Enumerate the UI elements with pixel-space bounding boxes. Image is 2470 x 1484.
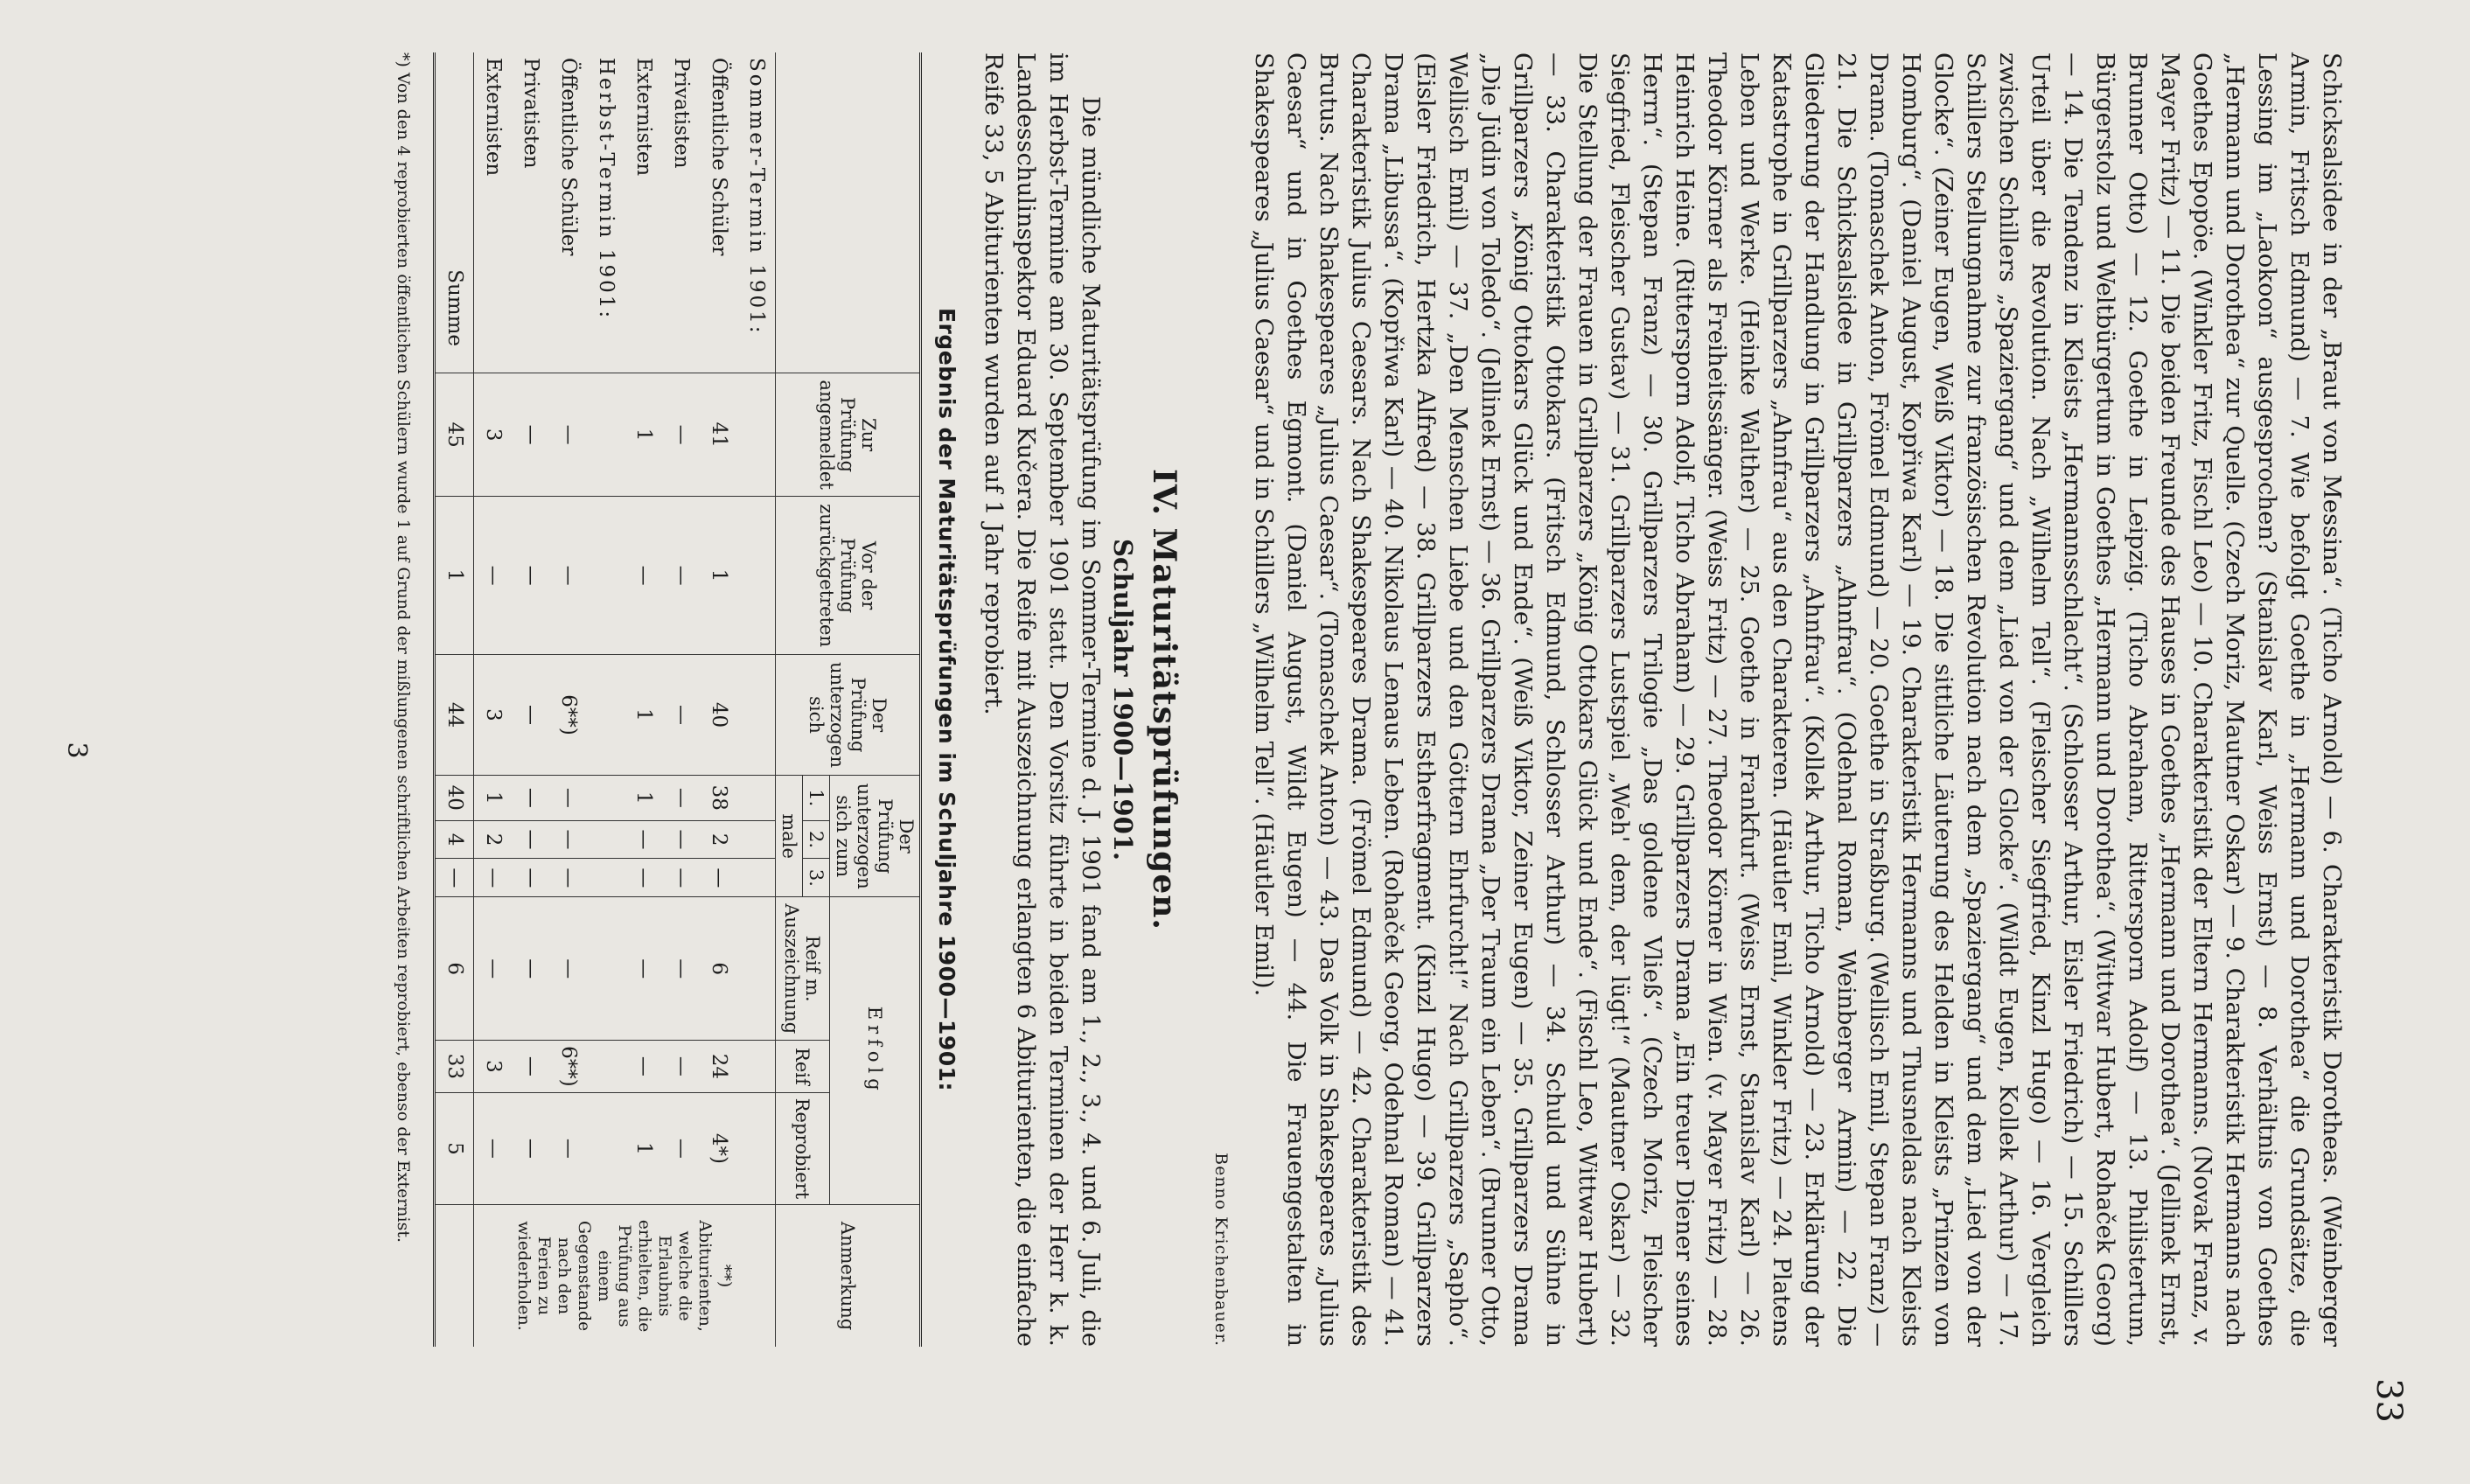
table-row [662, 52, 700, 1347]
cell: — [549, 820, 587, 859]
sum-cell: 40 [435, 776, 474, 821]
cell: 1 [624, 654, 662, 775]
cell: 6 [700, 897, 737, 1041]
cell: — [662, 859, 700, 897]
cell: — [512, 820, 549, 859]
cell: — [549, 497, 587, 655]
cell: — [624, 1041, 662, 1093]
cell: 1 [624, 776, 662, 821]
cell: 24 [700, 1041, 737, 1093]
header-angemeldet: Zur Prüfung angemeldet [776, 373, 921, 497]
cell: 6**) [549, 654, 587, 775]
cell: 40 [700, 654, 737, 775]
sum-cell: 33 [435, 1041, 474, 1093]
row-label: Externisten [482, 58, 505, 177]
cell: — [512, 897, 549, 1041]
cell: 3 [474, 1041, 513, 1093]
bottom-page-mark: 3 [61, 742, 92, 759]
cell: — [662, 1041, 700, 1093]
group-title-row [737, 52, 776, 1347]
sum-cell: 4 [435, 820, 474, 859]
table-row [624, 52, 662, 1347]
sum-label: Summe [435, 52, 474, 373]
header-erfolg: Erfolg [830, 897, 921, 1205]
page-body [393, 52, 2348, 1347]
table-row [700, 52, 737, 1347]
cell: — [700, 859, 737, 897]
header-male-1: 1. [803, 776, 830, 821]
page-number: 33 [2369, 1378, 2409, 1423]
cell: — [662, 654, 700, 775]
table-header-row [830, 52, 921, 1347]
sum-cell: 5 [435, 1092, 474, 1204]
cell: — [512, 776, 549, 821]
cell: 3 [474, 373, 513, 497]
row-label: Externisten [632, 58, 655, 177]
cell: — [474, 1092, 513, 1204]
cell: — [512, 859, 549, 897]
section-paragraph: Die mündliche Maturitätsprüfung im Sommer-Termine d. J. 1901 fand am 1., 2., 3., 4. und 6. Juli, die im Herbst-Termine am 30. September 1901 statt. Den Vorsitz führte in beiden Terminen der Herr k. k. Landesschulinspektor Eduard Kučera. Die Reife mit Auszeichnung erlangten 6 Abiturienten, die einfache Reife 33, 5 Abiturienten wurden auf 1 Jahr reprobiert. [980, 52, 1105, 1347]
cell: — [662, 776, 700, 821]
cell: — [474, 859, 513, 897]
cell: 3 [474, 654, 513, 775]
header-zum-male: Der Prüfung unterzogen sich zum [830, 776, 921, 897]
header-reprobiert: Reprobiert [776, 1092, 830, 1204]
cell: 6**) [549, 1041, 587, 1093]
cell: — [512, 497, 549, 655]
cell: — [624, 897, 662, 1041]
group-title-sommer: Sommer-Termin 1901: [745, 58, 768, 336]
sum-cell: 6 [435, 897, 474, 1041]
cell: — [549, 859, 587, 897]
cell: — [624, 820, 662, 859]
cell: 41 [700, 373, 737, 497]
cell: — [624, 859, 662, 897]
header-anmerkung: Anmerkung [776, 1205, 921, 1347]
cell: — [662, 497, 700, 655]
cell: 2 [700, 820, 737, 859]
table-row [474, 52, 513, 1347]
group-title-herbst: Herbst-Termin 1901: [595, 58, 618, 321]
header-unterzogen: Der Prüfung unterzogen sich [776, 654, 921, 775]
cell: — [474, 497, 513, 655]
cell: — [512, 1092, 549, 1204]
essay-topics-paragraph: Schicksalsidee in der „Braut von Messina“. (Ticho Arnold) — 6. Charakteristik Dorotheas. (Weinberger Armin, Fritsch Edmund) — 7. Wie befolgt Goethe in „Hermann und Dorothea“ die Grundsätze, die Lessing im „Laokoon“ ausgesprochen? (Stanislav Karl, Weiss Ernst) — 8. Verhältnis von Goethes „Hermann und Dorothea“ zur Quelle. (Czech Moriz, Mautner Oskar) — 9. Charakteristik Hermanns nach Goethes Epopöe. (Winkler Fritz, Fischl Leo) — 10. Charakteristik der Eltern Hermanns. (Novak Franz, v. Mayer Fritz) — 11. Die beiden Freunde des Hauses in Goethes „Hermann und Dorothea“. (Jellinek Ernst, Brunner Otto) — 12. Goethe in Leipzig. (Ticho Abraham, Rittersporn Adolf) — 13. Philistertum, Bürgerstolz und Weltbürgertum in Goethes „Hermann und Dorothea“. (Wittwar Hubert, Rohaček Georg) — 14. Die Tendenz in Kleists „Hermannsschlacht“. (Schlosser Arthur, Eisler Friedrich) — 15. Schillers Urteil über die Revolution. Nach „Wilhelm Tell“. (Fleischer Siegfried, Kinzl Hugo) — 16. Vergleich zwischen Schillers „Spaziergang“ und dem „Lied von der Glocke“. (Wildt Eugen, Kollek Arthur) — 17. Schillers Stellungnahme zur französischen Revolution nach dem „Spaziergang“ und dem „Lied von der Glocke“. (Zeiner Eugen, Weiß Viktor) — 18. Die sittliche Läuterung des Helden in Kleists „Prinzen von Homburg“. (Daniel August, Kopřiwa Karl) — 19. Charakteristik Hermanns und Thusneldas nach Kleists Drama. (Tomaschek Anton, Frömel Edmund) — 20. Goethe in Straßburg. (Wellisch Emil, Stepan Franz) — 21. Die Schicksalsidee in Grillparzers „Ahnfrau“. (Odehnal Roman, Weinberger Armin) — 22. Die Gliederung der Handlung in Grillparzers „Ahnfrau“. (Kollek Arthur, Ticho Arnold) — 23. Erklärung der Katastrophe in Grillparzers „Ahnfrau“ aus den Charakteren. (Häutler Emil, Winkler Fritz) — 24. Platens Leben und Werke. (Heinke Walther) — 25. Goethe in Frankfurt. (Weiss Ernst, Stanislav Karl) — 26. Theodor Körner als Freiheitssänger. (Weiss Fritz) — 27. Theodor Körner in Wien. (v. Mayer Fritz) — 28. Heinrich Heine. (Rittersporn Adolf, Ticho Abraham) — 29. Grillparzers Drama „Ein treuer Diener seines Herrn“. (Stepan Franz) — 30. Grillparzers Trilogie „Das goldene Vließ“. (Czech Moriz, Fleischer Siegfried, Fleischer Gustav) — 31. Grillparzers Lustspiel „Weh' dem, der lügt!“ (Mautner Oskar) — 32. Die Stellung der Frauen in Grillparzers „König Ottokars Glück und Ende“. (Fischl Leo, Wittwar Hubert) — 33. Charakteristik Ottokars. (Fritsch Edmund, Schlosser Arthur) — 34. Schuld und Sühne in Grillparzers „König Ottokars Glück und Ende“. (Weiß Viktor, Zeiner Eugen) — 35. Grillparzers Drama „Die Jüdin von Toledo“. (Jellinek Ernst) — 36. Grillparzers Drama „Der Traum ein Leben“. (Brunner Otto, Wellisch Emil) — 37. „Den Menschen Liebe und den Göttern Ehrfurcht!“ Nach Grillparzers „Sapho“. (Eisler Friedrich, Hertzka Alfred) — 38. Grillparzers Estherfragment. (Kinzl Hugo) — 39. Grillparzers Drama „Libussa“. (Kopřiwa Karl) — 40. Nikolaus Lenaus Leben. (Rohaček Georg, Odehnal Roman) — 41. Charakteristik Julius Caesars. Nach Shakespeares Drama. (Frömel Edmund) — 42. Charakteristik des Brutus. Nach Shakespeares „Julius Caesar“. (Tomaschek Anton) — 43. Das Volk in Shakespeares „Julius Caesar“ und in Goethes Egmont. (Daniel August, Wildt Eugen) — 44. Die Frauengestalten in Shakespeares „Julius Caesar“ und in Schillers „Wilhelm Tell“. (Häutler Emil). [1250, 52, 2346, 1347]
cell: — [474, 897, 513, 1041]
table-row [512, 52, 549, 1347]
table-row [549, 52, 587, 1347]
cell: — [624, 497, 662, 655]
footnote: *) Von den 4 reprobierten öffentlichen Schülern wurde 1 auf Grund der mißlungenen schriftlichen Arbeiten reprobiert, ebenso der Externist. [394, 52, 413, 1244]
row-label: Privatisten [670, 58, 693, 169]
group-title-row [587, 52, 624, 1347]
cell: 2 [474, 820, 513, 859]
header-male: male [776, 776, 803, 897]
cell: 1 [474, 776, 513, 821]
cell: 38 [700, 776, 737, 821]
sum-cell: 44 [435, 654, 474, 775]
section-subtitle: Schuljahr 1900—1901. [1108, 538, 1138, 861]
cell: 4*) [700, 1092, 737, 1204]
header-zurueckgetreten: Vor der Prüfung zurückgetreten [776, 497, 921, 655]
cell: — [549, 373, 587, 497]
cell: — [512, 654, 549, 775]
cell: — [662, 897, 700, 1041]
sum-cell: 45 [435, 373, 474, 497]
cell: — [549, 897, 587, 1041]
sum-cell: — [435, 859, 474, 897]
cell: — [549, 776, 587, 821]
table-caption: Ergebnis der Maturitätsprüfungen im Schuljahre 1900—1901: [934, 307, 959, 1092]
header-reif: Reif [776, 1041, 830, 1093]
cell: 1 [624, 1092, 662, 1204]
cell: — [512, 373, 549, 497]
cell: — [662, 820, 700, 859]
row-label: Privatisten [520, 58, 542, 169]
header-male-3: 3. [803, 859, 830, 897]
section-title: IV. Maturitätsprüfungen. [1146, 469, 1183, 930]
cell: — [512, 1041, 549, 1093]
sum-row [435, 52, 474, 1347]
table-note: **) Abiturienten, welche die Erlaubnis erhielten, die Prüfung aus einem Gegenstande nach den Ferien zu wiederholen. [474, 1205, 776, 1347]
results-table [433, 52, 922, 1347]
cell: — [662, 1092, 700, 1204]
cell: 1 [700, 497, 737, 655]
cell: 1 [624, 373, 662, 497]
signature: Benno Krichenbauer. [1211, 1153, 1231, 1347]
cell: — [549, 1092, 587, 1204]
header-male-2: 2. [803, 820, 830, 859]
cell: — [662, 373, 700, 497]
label-header [776, 52, 921, 373]
header-reif-auszeichnung: Reif m. Auszeichnung [776, 897, 830, 1041]
row-label: Öffentliche Schüler [557, 58, 580, 256]
sum-cell: 1 [435, 497, 474, 655]
row-label: Öffentliche Schüler [708, 58, 730, 256]
